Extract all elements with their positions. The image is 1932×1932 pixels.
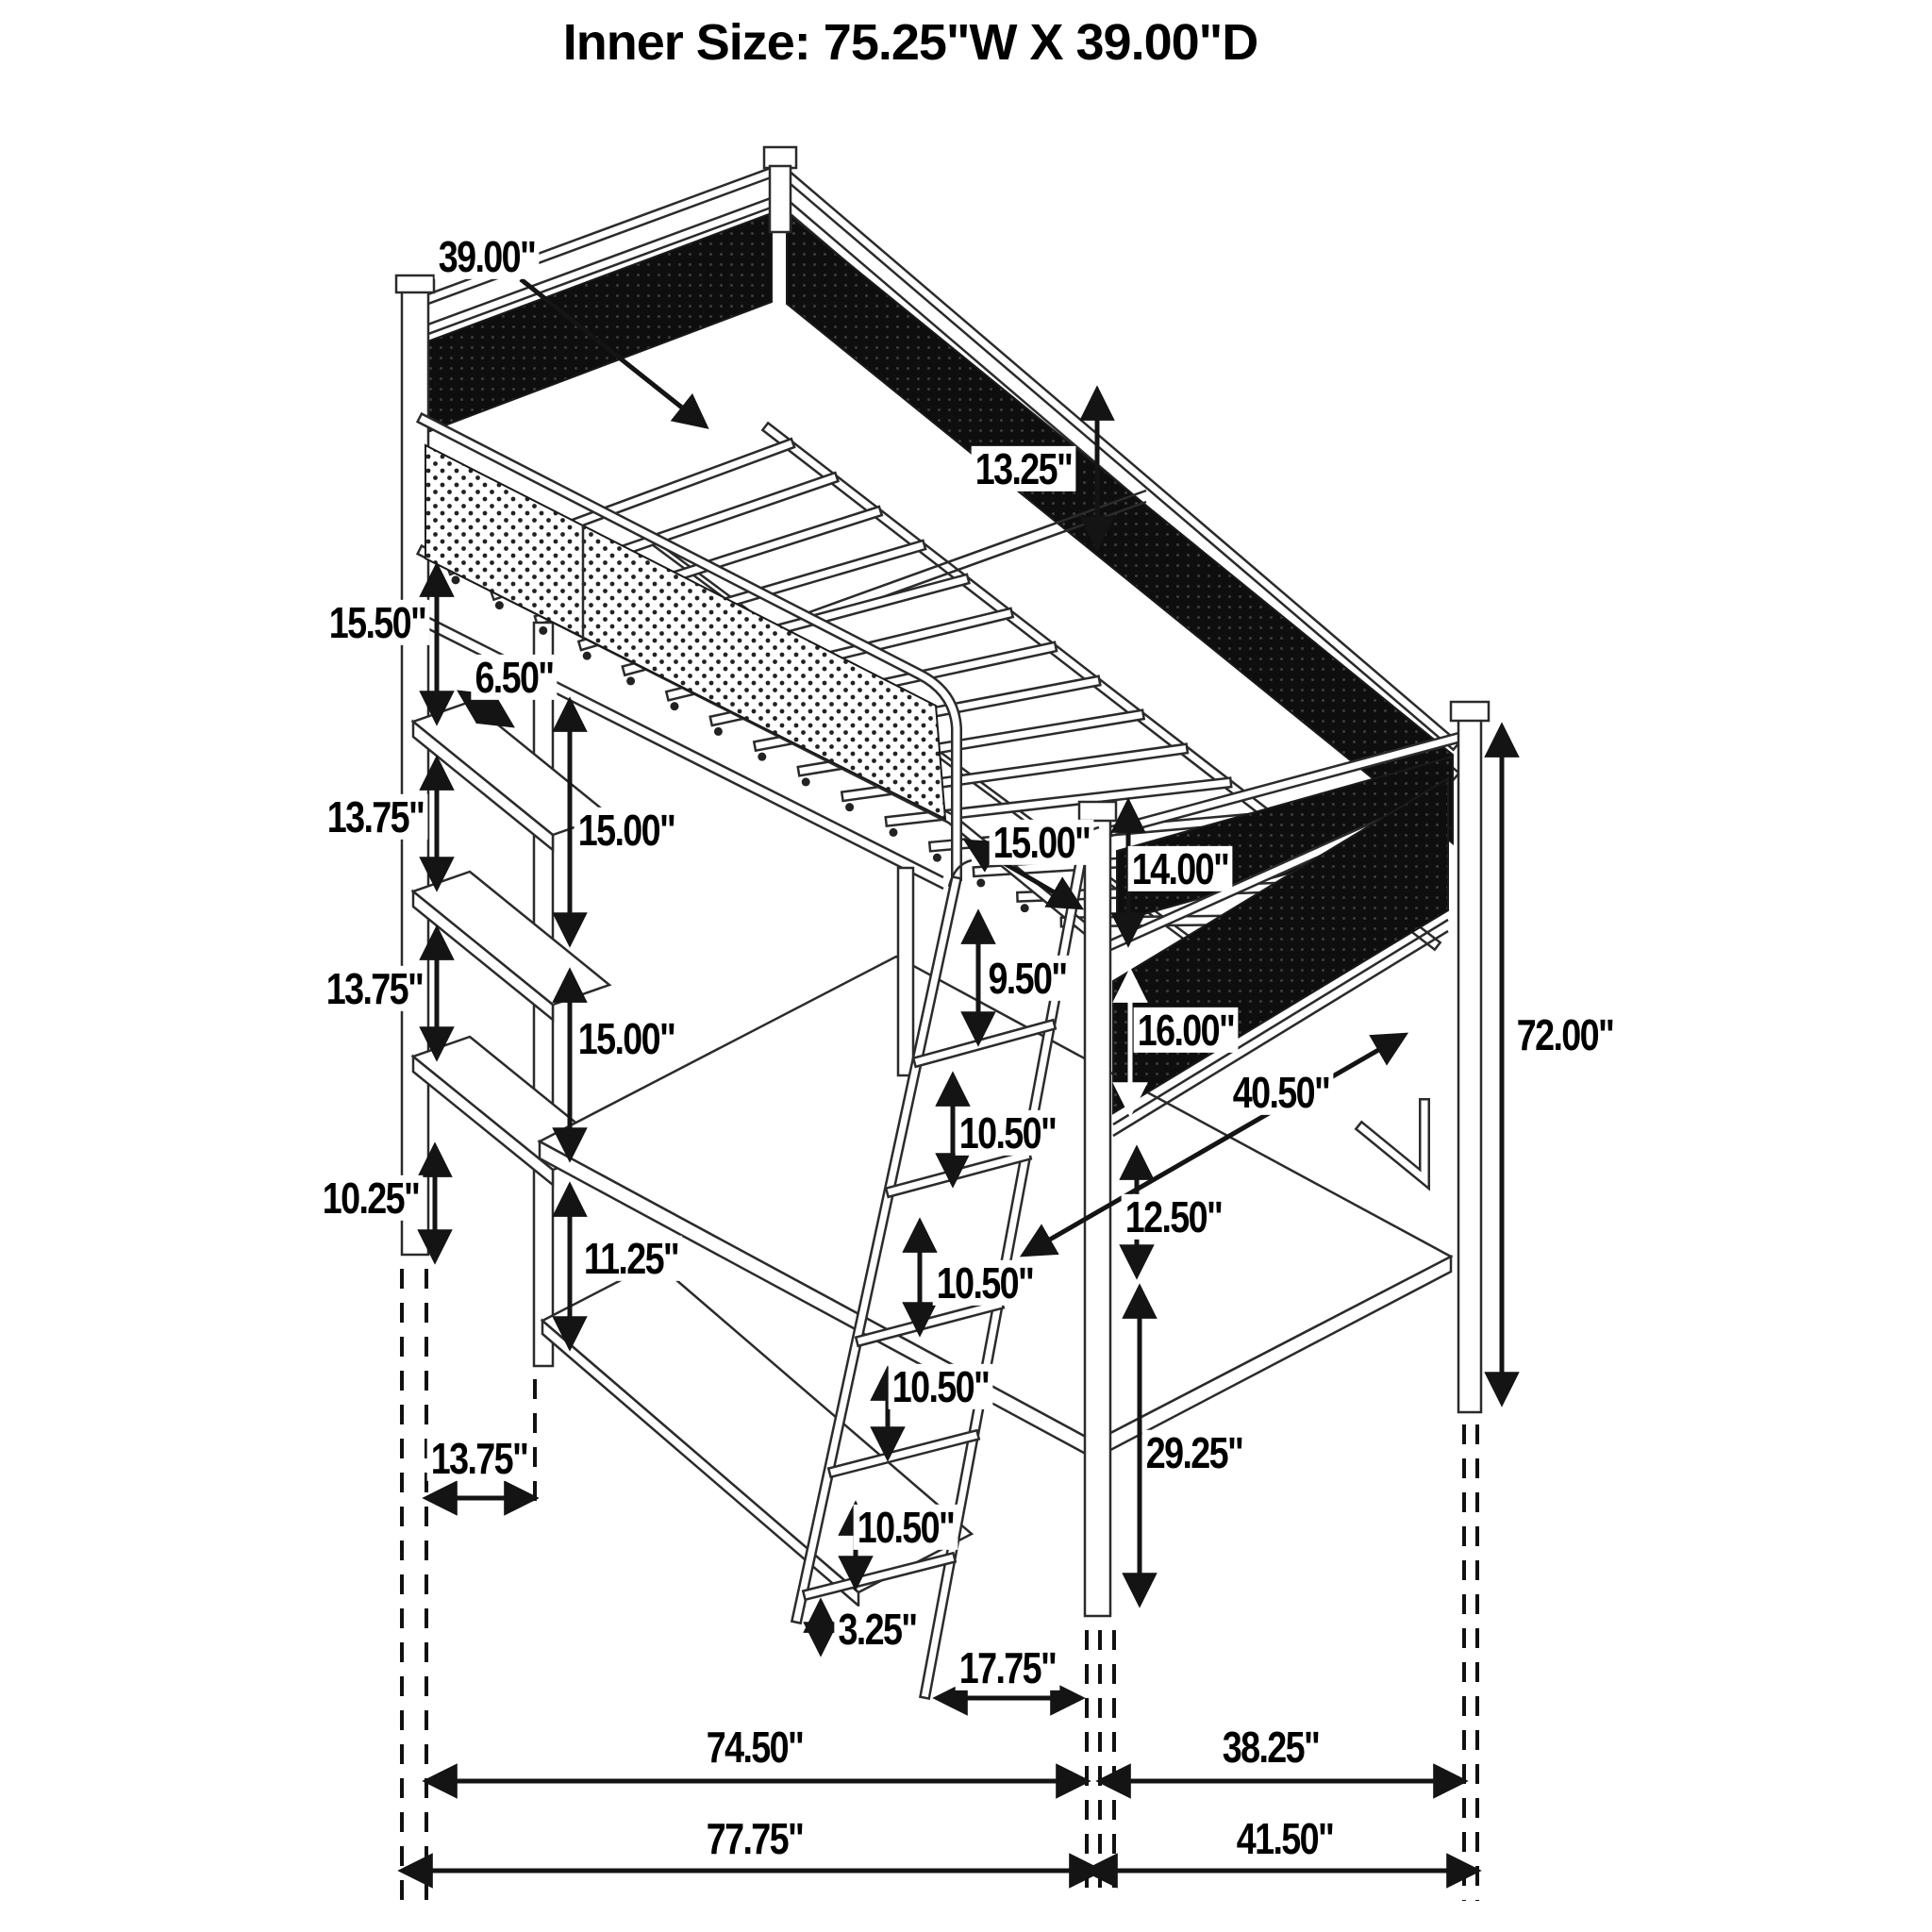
dim-label-d4050: 40.50" bbox=[1229, 1070, 1334, 1115]
dim-label-d2925: 29.25" bbox=[1142, 1430, 1247, 1475]
dim-label-d1600: 16.00" bbox=[1134, 1008, 1239, 1053]
dim-label-d1325: 13.25" bbox=[972, 446, 1076, 491]
dim-label-d1775: 17.75" bbox=[956, 1645, 1060, 1690]
dim-label-d1050d: 10.50" bbox=[854, 1505, 958, 1550]
dim-label-d7775: 77.75" bbox=[703, 1816, 808, 1861]
dim-label-d325: 3.25" bbox=[834, 1607, 920, 1652]
dim-label-d1375b: 13.75" bbox=[323, 966, 427, 1011]
dim-label-d1550: 15.50" bbox=[325, 600, 430, 645]
dim-label-d39: 39.00" bbox=[435, 234, 540, 279]
dim-label-d1500a: 15.00" bbox=[575, 808, 679, 853]
dim-label-d1400: 14.00" bbox=[1128, 846, 1233, 891]
dim-label-d7200: 72.00" bbox=[1513, 1012, 1618, 1058]
dim-label-d1375c: 13.75" bbox=[427, 1436, 532, 1481]
page-title: Inner Size: 75.25"W X 39.00"D bbox=[562, 14, 1258, 71]
dim-label-d1025: 10.25" bbox=[319, 1175, 424, 1221]
dim-label-d1050b: 10.50" bbox=[933, 1260, 1038, 1306]
dim-label-d1125: 11.25" bbox=[580, 1236, 683, 1281]
dim-label-d1250: 12.50" bbox=[1122, 1194, 1226, 1240]
dim-label-d950: 9.50" bbox=[984, 956, 1070, 1001]
dim-label-d1050c: 10.50" bbox=[889, 1364, 993, 1409]
dim-label-d7450: 74.50" bbox=[703, 1724, 808, 1770]
dim-label-d1375a: 13.75" bbox=[324, 794, 428, 840]
dim-label-d1500c: 15.00" bbox=[990, 820, 1094, 865]
dim-label-d4150: 41.50" bbox=[1233, 1816, 1338, 1861]
dim-label-d1500b: 15.00" bbox=[575, 1016, 679, 1061]
dim-label-d1050a: 10.50" bbox=[956, 1110, 1060, 1156]
dim-label-d3825: 38.25" bbox=[1219, 1724, 1324, 1770]
dim-label-d650: 6.50" bbox=[471, 655, 557, 700]
